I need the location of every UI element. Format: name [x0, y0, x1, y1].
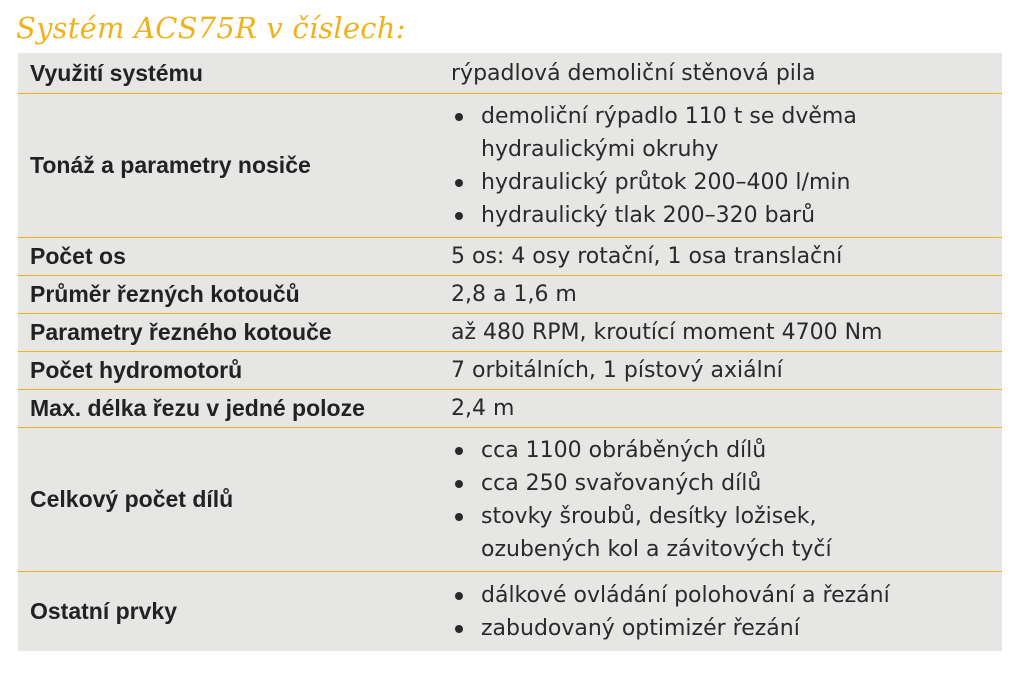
- bullet-dot-icon: [455, 447, 463, 455]
- row-value: [451, 314, 882, 351]
- bullet-dot-icon: [455, 113, 463, 121]
- bullet-dot-icon: [455, 179, 463, 187]
- row-label: Celkový počet dílů: [30, 486, 234, 512]
- bullet-item: cca 1100 obráběných dílů: [451, 434, 832, 467]
- bullet-dot-icon: [455, 212, 463, 220]
- bullet-dot-icon: [455, 592, 463, 600]
- bullet-item: dálkové ovládání polohování a řezání: [451, 579, 890, 612]
- row-value-text: 5 os: 4 osy rotační, 1 osa translační: [451, 244, 843, 269]
- row-value: [451, 94, 857, 237]
- row-label: Počet os: [30, 243, 126, 269]
- bullet-item: cca 250 svařovaných dílů: [451, 467, 832, 500]
- table-row: [18, 389, 1002, 427]
- row-label: Průměr řezných kotoučů: [30, 281, 300, 307]
- bullet-item-continuation: ozubených kol a závitových tyčí: [481, 536, 832, 562]
- row-label: Parametry řezného kotouče: [30, 319, 332, 345]
- table-row: [18, 275, 1002, 313]
- row-value-text: 7 orbitálních, 1 pístový axiální: [451, 358, 783, 383]
- row-value-text: 2,8 a 1,6 m: [451, 282, 577, 307]
- table-row: [18, 427, 1002, 571]
- row-value-text: až 480 RPM, kroutící moment 4700 Nm: [451, 320, 883, 345]
- row-value: [451, 276, 577, 313]
- row-value: [451, 238, 842, 275]
- row-value: [451, 572, 890, 651]
- row-value: [451, 352, 783, 389]
- table-row: [18, 351, 1002, 389]
- table-row: [18, 237, 1002, 275]
- row-value-text: 2,4 m: [451, 396, 515, 421]
- bullet-item: demoliční rýpadlo 110 t se dvěma: [451, 100, 857, 133]
- row-value: [451, 428, 832, 571]
- row-label: Ostatní prvky: [30, 598, 177, 624]
- table-row: [18, 53, 1002, 93]
- table-row: [18, 93, 1002, 237]
- spec-table: [18, 53, 1002, 651]
- row-value: [451, 390, 514, 427]
- row-label: Počet hydromotorů: [30, 357, 243, 383]
- table-row: [18, 571, 1002, 651]
- bullet-item: hydraulický průtok 200–400 l/min: [451, 166, 857, 199]
- row-value: [451, 53, 816, 93]
- bullet-item: stovky šroubů, desítky ložisek,: [451, 500, 832, 533]
- row-value-text: rýpadlová demoliční stěnová pila: [451, 60, 816, 86]
- bullet-item: zabudovaný optimizér řezání: [451, 612, 890, 645]
- page-title: Systém ACS75R v číslech:: [16, 11, 406, 45]
- bullet-dot-icon: [455, 513, 463, 521]
- row-label: Využití systému: [30, 59, 203, 86]
- bullet-dot-icon: [455, 480, 463, 488]
- table-row: [18, 313, 1002, 351]
- bullet-item: hydraulický tlak 200–320 barů: [451, 199, 857, 232]
- bullet-item-continuation: hydraulickými okruhy: [481, 136, 719, 162]
- bullet-dot-icon: [455, 625, 463, 633]
- row-label: Max. délka řezu v jedné poloze: [30, 395, 365, 421]
- row-label: Tonáž a parametry nosiče: [30, 152, 311, 178]
